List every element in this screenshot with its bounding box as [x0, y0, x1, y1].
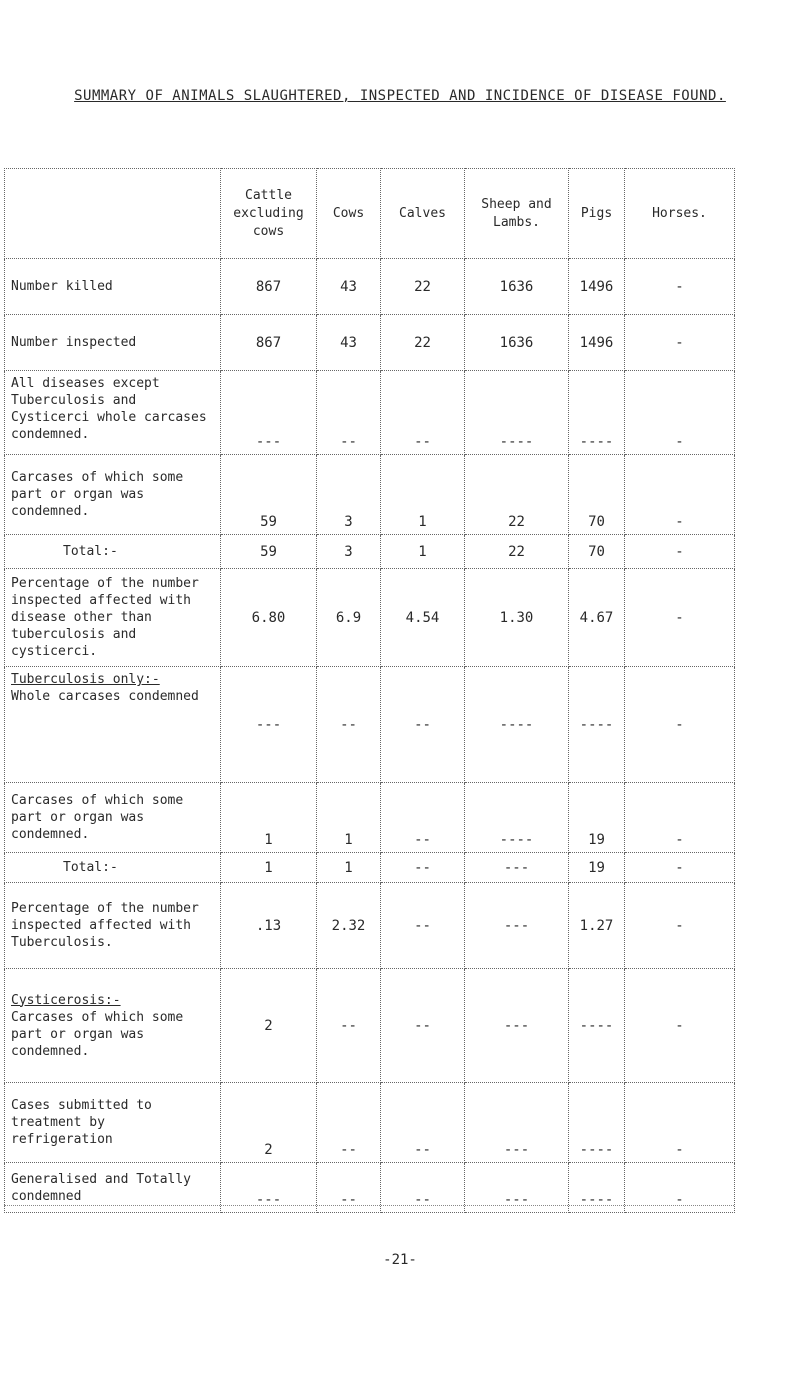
page-number: -21- [383, 1252, 417, 1268]
cell-sheep: 22 [465, 535, 569, 569]
cell-sheep: --- [465, 1163, 569, 1213]
cell-cattle: --- [221, 371, 317, 455]
cell-horses: - [625, 1083, 735, 1163]
cell-horses: - [625, 969, 735, 1083]
cell-sheep: 1.30 [465, 569, 569, 667]
cell-pigs: 1496 [569, 259, 625, 315]
cell-cattle: 867 [221, 259, 317, 315]
table-row [5, 259, 735, 315]
row-label: Number inspected [5, 315, 221, 371]
cell-pigs: 19 [569, 783, 625, 853]
cell-pigs: ---- [569, 371, 625, 455]
cell-pigs: 1496 [569, 315, 625, 371]
cell-cattle: --- [221, 1163, 317, 1213]
cell-sheep: --- [465, 1083, 569, 1163]
row-label [5, 969, 221, 1083]
divider [4, 1205, 734, 1206]
row-label: Percentage of the number inspected affected with disease other than tuberculosis and cysticerci. [5, 569, 221, 667]
row-label: Cases submitted to treatment by refrigeration [5, 1083, 221, 1163]
cell-pigs: ---- [569, 969, 625, 1083]
cell-horses: - [625, 315, 735, 371]
section-heading: Cysticerosis:- [11, 992, 121, 1008]
cell-cows: -- [317, 969, 381, 1083]
row-label: Percentage of the number inspected affected with Tuberculosis. [5, 883, 221, 969]
cell-calves: 22 [381, 315, 465, 371]
cell-calves: -- [381, 853, 465, 883]
cell-cows: -- [317, 667, 381, 783]
cell-sheep: 1636 [465, 259, 569, 315]
cell-horses: - [625, 667, 735, 783]
cell-calves: 1 [381, 455, 465, 535]
row-label: Generalised and Totally condemned [5, 1163, 221, 1213]
row-label: Carcases of which some part or organ was condemned. [5, 455, 221, 535]
cell-horses: - [625, 569, 735, 667]
cell-pigs: ---- [569, 1083, 625, 1163]
cell-cattle: --- [221, 667, 317, 783]
cell-cows: 2.32 [317, 883, 381, 969]
cell-calves: -- [381, 783, 465, 853]
cell-pigs: ---- [569, 1163, 625, 1213]
table-row [5, 455, 735, 535]
cell-horses: - [625, 783, 735, 853]
cell-calves: -- [381, 883, 465, 969]
cell-cows: -- [317, 371, 381, 455]
cell-cows: 43 [317, 259, 381, 315]
cell-cows: -- [317, 1163, 381, 1213]
cell-sheep: ---- [465, 783, 569, 853]
header-cows: Cows [317, 169, 381, 259]
cell-sheep: 1636 [465, 315, 569, 371]
table-row [5, 667, 735, 783]
cell-horses: - [625, 853, 735, 883]
cell-horses: - [625, 455, 735, 535]
cell-horses: - [625, 883, 735, 969]
cell-cattle: 1 [221, 853, 317, 883]
cell-sheep: 22 [465, 455, 569, 535]
cell-cows: 3 [317, 535, 381, 569]
cell-calves: -- [381, 1083, 465, 1163]
cell-pigs: 70 [569, 455, 625, 535]
cell-calves: 22 [381, 259, 465, 315]
table-row [5, 371, 735, 455]
table-row [5, 883, 735, 969]
table-row [5, 535, 735, 569]
cell-cattle: 59 [221, 455, 317, 535]
header-row [5, 169, 735, 259]
header-horses: Horses. [625, 169, 735, 259]
cell-sheep: ---- [465, 371, 569, 455]
table-row [5, 315, 735, 371]
header-cattle: Cattle excluding cows [221, 169, 317, 259]
table-row [5, 969, 735, 1083]
row-label: Carcases of which some part or organ was condemned. [5, 783, 221, 853]
row-sublabel: Whole carcases condemned [11, 689, 199, 704]
cell-cattle: 59 [221, 535, 317, 569]
cell-calves: -- [381, 371, 465, 455]
cell-sheep: ---- [465, 667, 569, 783]
cell-cows: 6.9 [317, 569, 381, 667]
cell-horses: - [625, 535, 735, 569]
table-row [5, 569, 735, 667]
cell-sheep: --- [465, 969, 569, 1083]
cell-calves: -- [381, 667, 465, 783]
cell-cows: 3 [317, 455, 381, 535]
table-row [5, 1083, 735, 1163]
cell-horses: - [625, 1163, 735, 1213]
cell-cows: 1 [317, 783, 381, 853]
summary-table [4, 168, 735, 1213]
row-label: All diseases except Tuberculosis and Cysticerci whole carcases condemned. [5, 371, 221, 455]
cell-pigs: ---- [569, 667, 625, 783]
row-label: Number killed [5, 259, 221, 315]
row-label [5, 667, 221, 783]
cell-cows: 43 [317, 315, 381, 371]
cell-cattle: 1 [221, 783, 317, 853]
cell-cattle: 6.80 [221, 569, 317, 667]
table-row [5, 853, 735, 883]
header-calves: Calves [381, 169, 465, 259]
cell-calves: -- [381, 969, 465, 1083]
cell-horses: - [625, 259, 735, 315]
row-label: Total:- [5, 853, 221, 883]
cell-cattle: .13 [221, 883, 317, 969]
cell-cattle: 867 [221, 315, 317, 371]
cell-calves: -- [381, 1163, 465, 1213]
cell-calves: 1 [381, 535, 465, 569]
page-title: SUMMARY OF ANIMALS SLAUGHTERED, INSPECTED AND INCIDENCE OF DISEASE FOUND. [74, 88, 726, 104]
cell-pigs: 4.67 [569, 569, 625, 667]
cell-cows: 1 [317, 853, 381, 883]
cell-cows: -- [317, 1083, 381, 1163]
cell-cattle: 2 [221, 969, 317, 1083]
header-label-blank [5, 169, 221, 259]
cell-pigs: 70 [569, 535, 625, 569]
cell-sheep: --- [465, 853, 569, 883]
cell-cattle: 2 [221, 1083, 317, 1163]
header-pigs: Pigs [569, 169, 625, 259]
cell-calves: 4.54 [381, 569, 465, 667]
header-sheep: Sheep and Lambs. [465, 169, 569, 259]
table-row [5, 783, 735, 853]
row-sublabel: Carcases of which some part or organ was condemned. [11, 1009, 184, 1059]
cell-sheep: --- [465, 883, 569, 969]
row-label: Total:- [5, 535, 221, 569]
section-heading: Tuberculosis only:- [11, 672, 160, 687]
cell-pigs: 19 [569, 853, 625, 883]
cell-horses: - [625, 371, 735, 455]
cell-pigs: 1.27 [569, 883, 625, 969]
